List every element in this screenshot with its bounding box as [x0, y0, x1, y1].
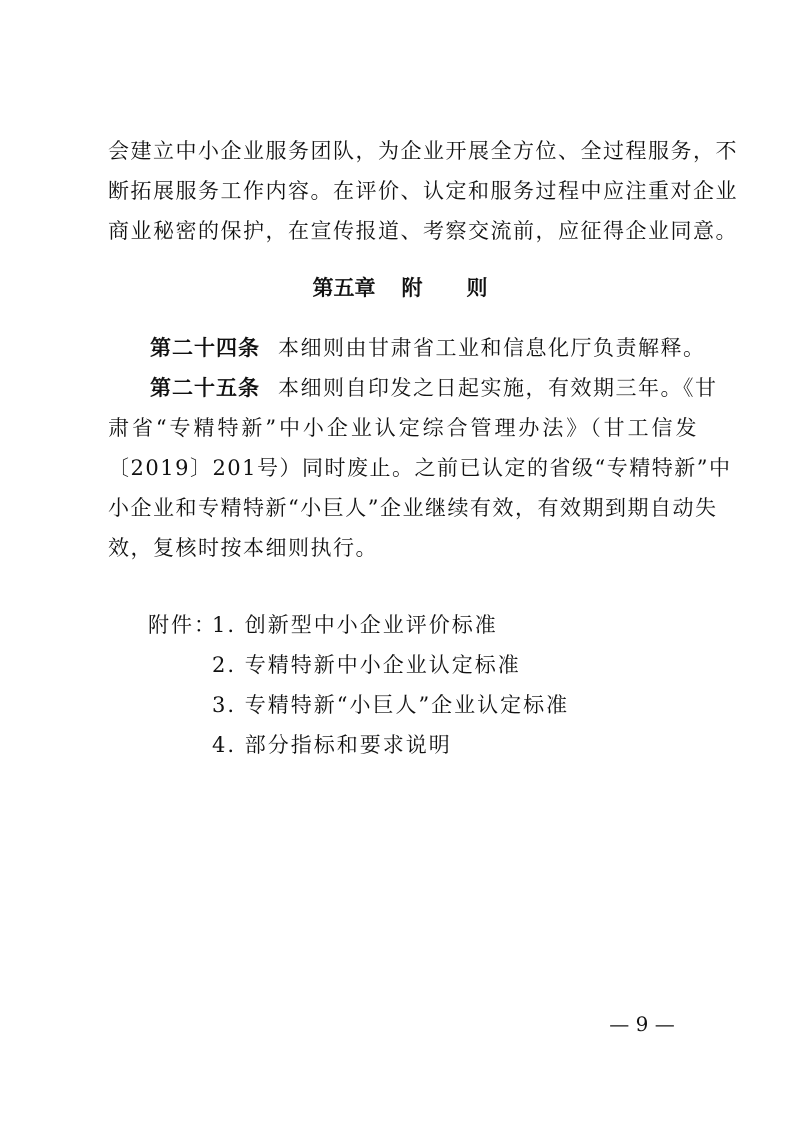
- attachments-label: 附件：: [148, 613, 217, 637]
- paragraph-line: 会建立中小企业服务团队，为企业开展全方位、全过程服务，不: [108, 139, 738, 163]
- article-25-line: 肃省“专精特新”中小企业认定综合管理办法》（甘工信发: [108, 416, 698, 440]
- paragraph-line: 断拓展服务工作内容。在评价、认定和服务过程中应注重对企业: [108, 179, 738, 203]
- chapter-title-part: 附: [401, 276, 423, 300]
- chapter-heading: [0, 273, 800, 303]
- attachment-item: 4. 部分指标和要求说明: [212, 733, 452, 757]
- article-25-first-line: [150, 373, 718, 403]
- article-text: 本细则自印发之日起实施，有效期三年。《甘: [278, 376, 718, 400]
- attachment-item: 1. 创新型中小企业评价标准: [212, 613, 498, 637]
- attachment-item: 3. 专精特新“小巨人”企业认定标准: [212, 693, 570, 717]
- paragraph-line: 商业秘密的保护，在宣传报道、考察交流前，应征得企业同意。: [108, 219, 738, 243]
- page-number: — 9 —: [609, 1012, 675, 1036]
- attachment-item: 2. 专精特新中小企业认定标准: [212, 653, 521, 677]
- article-25-line: 效，复核时按本细则执行。: [108, 536, 378, 560]
- article-25-line: 〔2019〕201号）同时废止。之前已认定的省级“专精特新”中: [108, 456, 732, 480]
- article-label: 第二十五条: [150, 376, 260, 400]
- chapter-number: 第五章: [312, 276, 376, 300]
- article-text: 本细则由甘肃省工业和信息化厅负责解释。: [278, 336, 706, 360]
- article-24: [150, 333, 706, 363]
- chapter-title-part: 则: [466, 276, 488, 300]
- article-label: 第二十四条: [150, 336, 260, 360]
- article-25-line: 小企业和专精特新“小巨人”企业继续有效，有效期到期自动失: [108, 496, 718, 520]
